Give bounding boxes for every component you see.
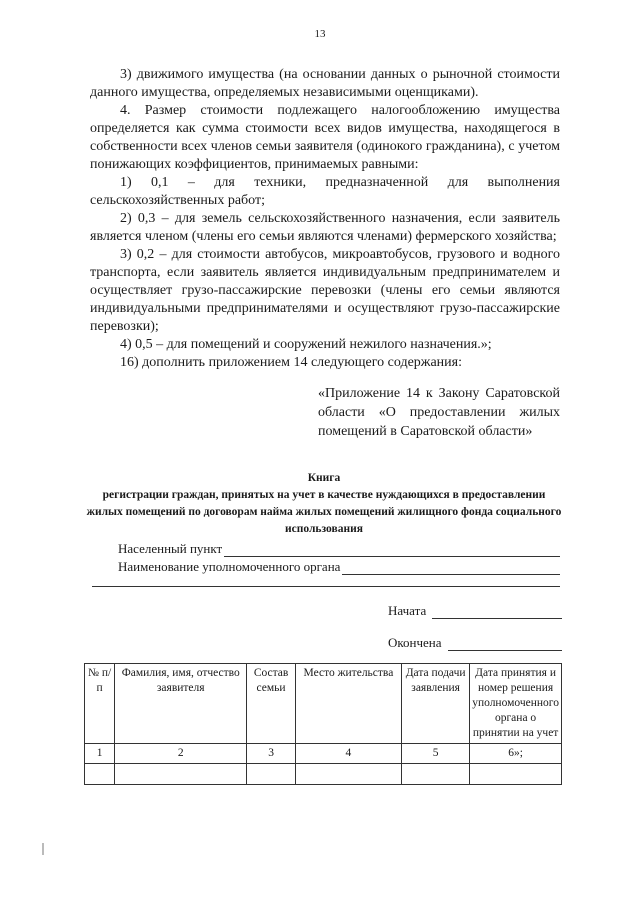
started-blank (432, 606, 562, 619)
blank-cell (402, 764, 470, 785)
settlement-field (118, 541, 560, 557)
paragraph-coef-transport: 3) 0,2 – для стоимости автобусов, микроавтобусов, грузового и водного транспорта, если заявитель является индивидуальным предпринимателем и осуществляет грузо-пассажирские перевозки (члены его семьи являются индивидуальными предпринимателями и осуществляют грузо-пассажирские перевозки); (90, 247, 560, 334)
book-title: Книга (307, 472, 341, 484)
blank-row (85, 764, 562, 785)
settlement-label: Населенный пункт (118, 541, 223, 556)
paragraph-add-appendix: 16) дополнить приложением 14 следующего содержания: (120, 355, 462, 370)
authority-continuation-line (92, 586, 560, 587)
started-label: Начата (388, 603, 427, 618)
register-table (84, 663, 562, 785)
header-cell: Фамилия, имя, отчество заявителя (115, 664, 247, 744)
column-number-cell: 3 (247, 744, 295, 764)
blank-cell (247, 764, 295, 785)
authority-label: Наименование уполномоченного органа (118, 559, 341, 574)
column-number-cell: 2 (115, 744, 247, 764)
blank-cell (115, 764, 247, 785)
margin-tick (42, 843, 44, 855)
header-cell: Дата принятия и номер решения уполномоченного органа о принятии на учет (470, 664, 562, 744)
header-cell: Состав семьи (247, 664, 295, 744)
finished-blank (448, 638, 562, 651)
authority-field (118, 559, 560, 575)
column-number-row (85, 744, 562, 764)
page-number: 13 (314, 28, 326, 40)
header-row (85, 664, 562, 744)
paragraph-coef-land: 2) 0,3 – для земель сельскохозяйственного назначения, если заявитель является членом (члены его семьи являются членами) фермерского хозяйства; (90, 211, 560, 244)
settlement-blank (224, 544, 560, 557)
column-number-cell: 1 (85, 744, 115, 764)
header-cell: № п/п (85, 664, 115, 744)
authority-blank (342, 562, 560, 575)
appendix-note: «Приложение 14 к Закону Саратовской области «О предоставлении жилых помещений в Саратовской области» (318, 386, 560, 439)
blank-cell (295, 764, 401, 785)
paragraph-coef-nonresidential: 4) 0,5 – для помещений и сооружений нежилого назначения.»; (120, 337, 492, 352)
paragraph-movable-property: 3) движимого имущества (на основании данных о рыночной стоимости данного имущества, определяемых независимыми оценщиками). (90, 67, 560, 100)
paragraph-coef-machinery: 1) 0,1 – для техники, предназначенной для выполнения сельскохозяйственных работ; (90, 175, 560, 208)
blank-cell (85, 764, 115, 785)
started-date-field (388, 603, 562, 619)
column-number-cell: 5 (402, 744, 470, 764)
column-number-cell: 6»; (470, 744, 562, 764)
book-subtitle: регистрации граждан, принятых на учет в качестве нуждающихся в предоставлении жилых помещений по договорам найма жилых помещений жилищного фонда социального использования (86, 489, 562, 535)
body-text (90, 66, 560, 372)
book-heading (85, 470, 563, 538)
header-cell: Место жительства (295, 664, 401, 744)
blank-cell (470, 764, 562, 785)
column-number-cell: 4 (295, 744, 401, 764)
finished-label: Окончена (388, 635, 442, 650)
paragraph-taxable-value: 4. Размер стоимости подлежащего налогообложению имущества определяется как сумма стоимости всех видов имущества, находящегося в собственности всех членов семьи заявителя (одинокого гражданина), с учетом понижающих коэффициентов, принимаемых равными: (90, 103, 560, 172)
finished-date-field (388, 635, 562, 651)
header-cell: Дата подачи заявления (402, 664, 470, 744)
